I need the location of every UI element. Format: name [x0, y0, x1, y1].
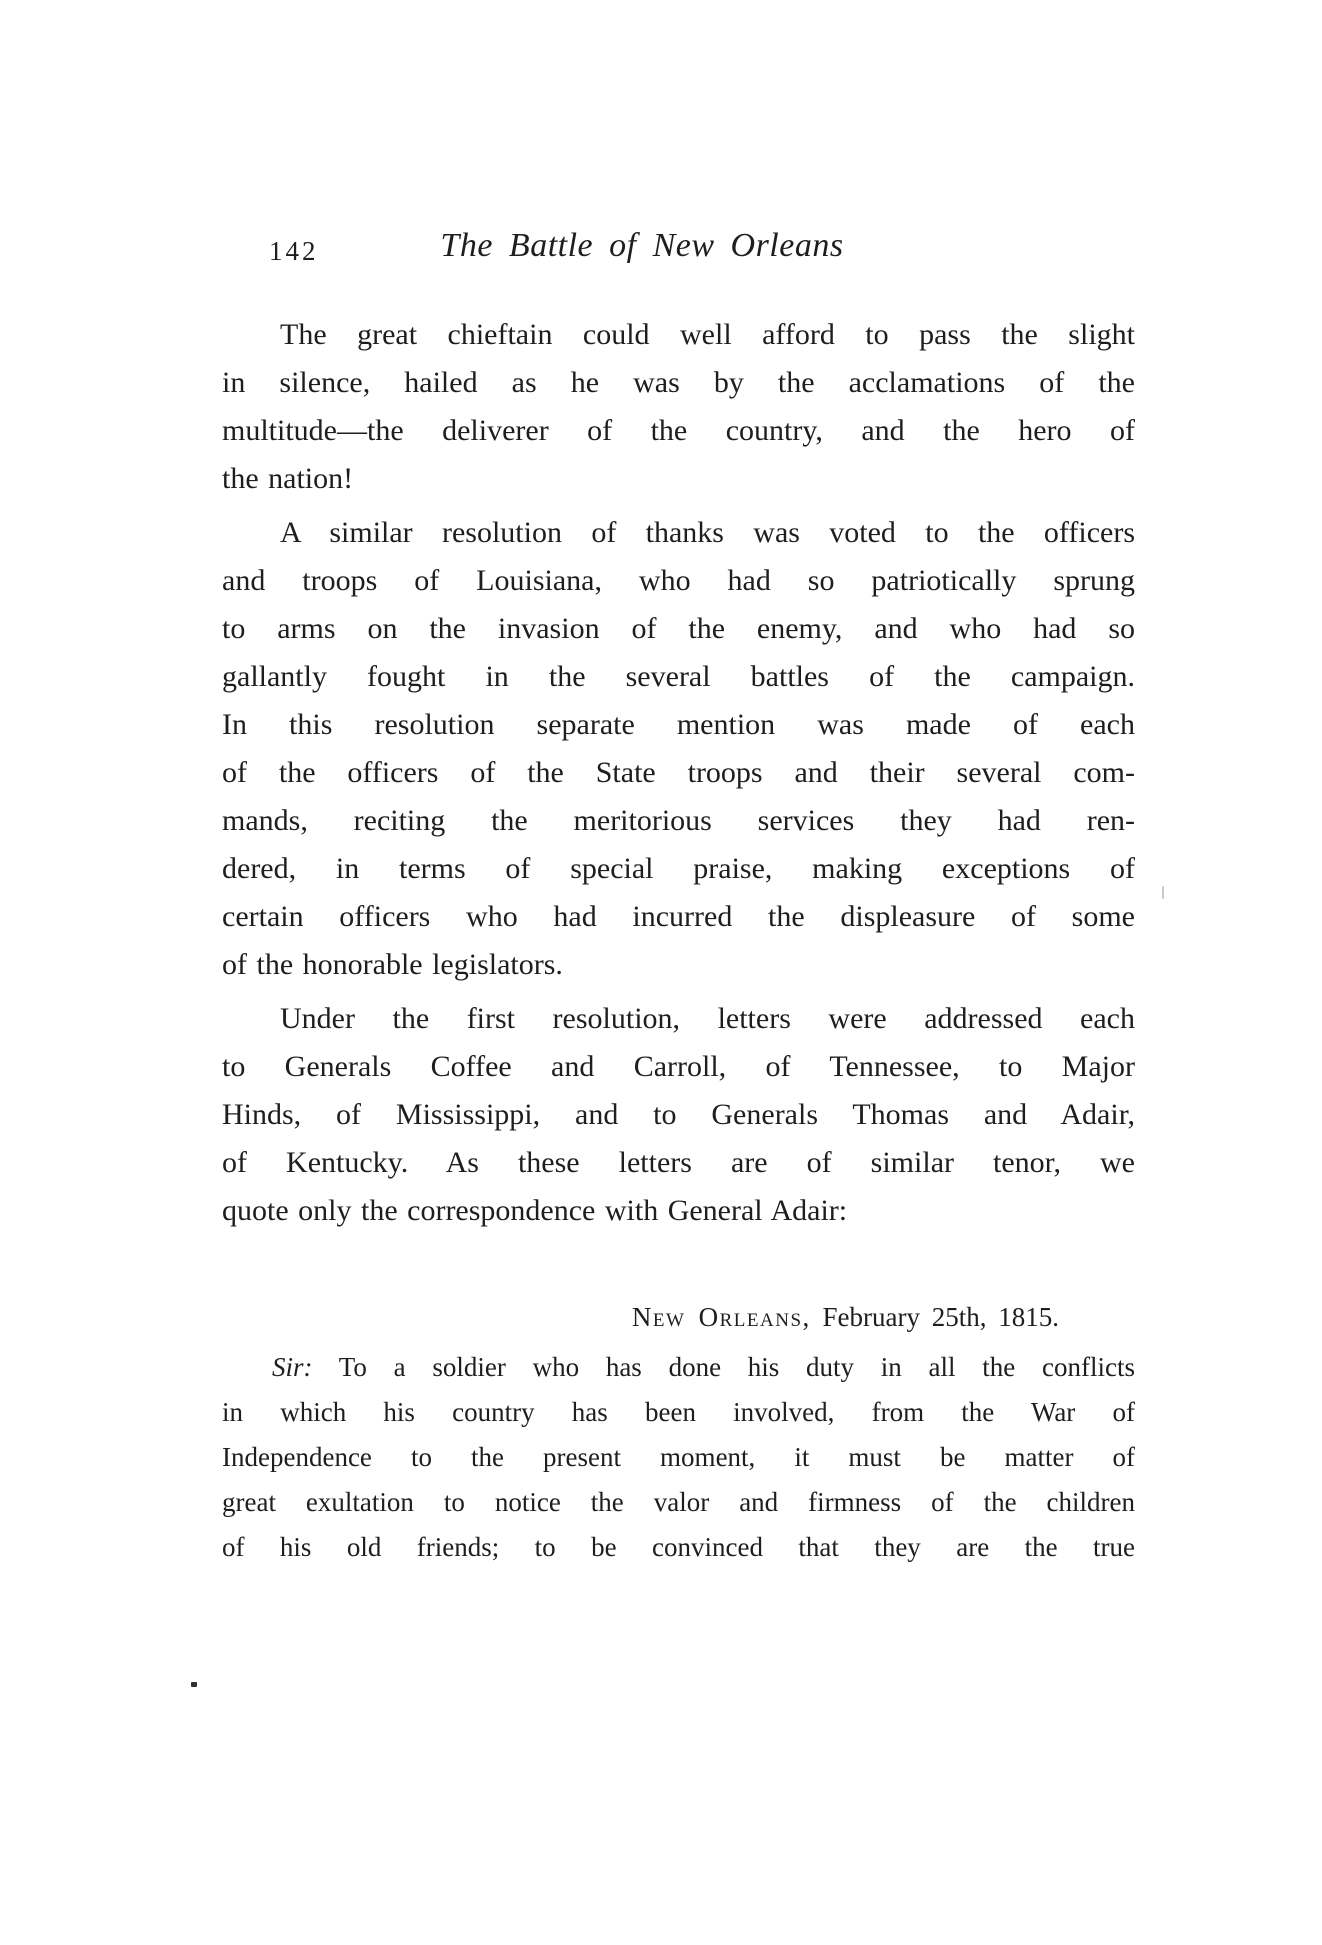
- scan-speck: [1162, 886, 1164, 899]
- paragraph-3: [222, 995, 1135, 1235]
- letter-dateline: [222, 1293, 1135, 1341]
- letter-salutation: Sir:: [272, 1352, 313, 1382]
- text-line: mands, reciting the meritorious services they had ren-: [222, 804, 1135, 837]
- text-line: Hinds, of Mississippi, and to Generals Thomas and Adair,: [222, 1098, 1135, 1131]
- text-line: of Kentucky. As these letters are of similar tenor, we: [222, 1146, 1135, 1179]
- scan-speck: [191, 1682, 197, 1687]
- text-line: in which his country has been involved, from the War of: [222, 1397, 1135, 1427]
- text-column: [222, 311, 1135, 1570]
- text-line: to arms on the invasion of the enemy, and who had so: [222, 612, 1135, 645]
- paragraph-2: [222, 509, 1135, 989]
- text-line: The great chieftain could well afford to pass the slight: [280, 318, 1135, 351]
- text-line: quote only the correspondence with General Adair:: [222, 1194, 848, 1227]
- text-line: multitude—the deliverer of the country, and the hero of: [222, 414, 1135, 447]
- letter-dateline-place: New Orleans,: [631, 1302, 811, 1332]
- text-line: of the honorable legislators.: [222, 948, 563, 981]
- text-line: certain officers who had incurred the displeasure of some: [222, 900, 1135, 933]
- text-line: Independence to the present moment, it must be matter of: [222, 1442, 1135, 1472]
- running-header-title: The Battle of New Orleans: [440, 227, 844, 264]
- text-line: great exultation to notice the valor and firmness of the children: [222, 1487, 1135, 1517]
- text-line: A similar resolution of thanks was voted to the officers: [280, 516, 1135, 549]
- text-line: dered, in terms of special praise, making exceptions of: [222, 852, 1135, 885]
- text-line: of the officers of the State troops and their several com-: [222, 756, 1135, 789]
- text-line: Under the first resolution, letters were addressed each: [280, 1002, 1135, 1035]
- text-line: and troops of Louisiana, who had so patriotically sprung: [222, 564, 1135, 597]
- letter-body: [222, 1345, 1135, 1570]
- paragraph-1: [222, 311, 1135, 503]
- text-line: the nation!: [222, 462, 354, 495]
- text-line: to Generals Coffee and Carroll, of Tennessee, to Major: [222, 1050, 1135, 1083]
- text-line: gallantly fought in the several battles of the campaign.: [222, 660, 1135, 693]
- page-number: 142: [269, 236, 319, 266]
- text-line: To a soldier who has done his duty in all the conflicts: [312, 1352, 1135, 1382]
- text-line: of his old friends; to be convinced that they are the true: [222, 1532, 1135, 1562]
- text-line: in silence, hailed as he was by the acclamations of the: [222, 366, 1135, 399]
- text-line: In this resolution separate mention was made of each: [222, 708, 1135, 741]
- text-line: [222, 1345, 1135, 1390]
- letter-dateline-date: February 25th, 1815.: [810, 1302, 1059, 1332]
